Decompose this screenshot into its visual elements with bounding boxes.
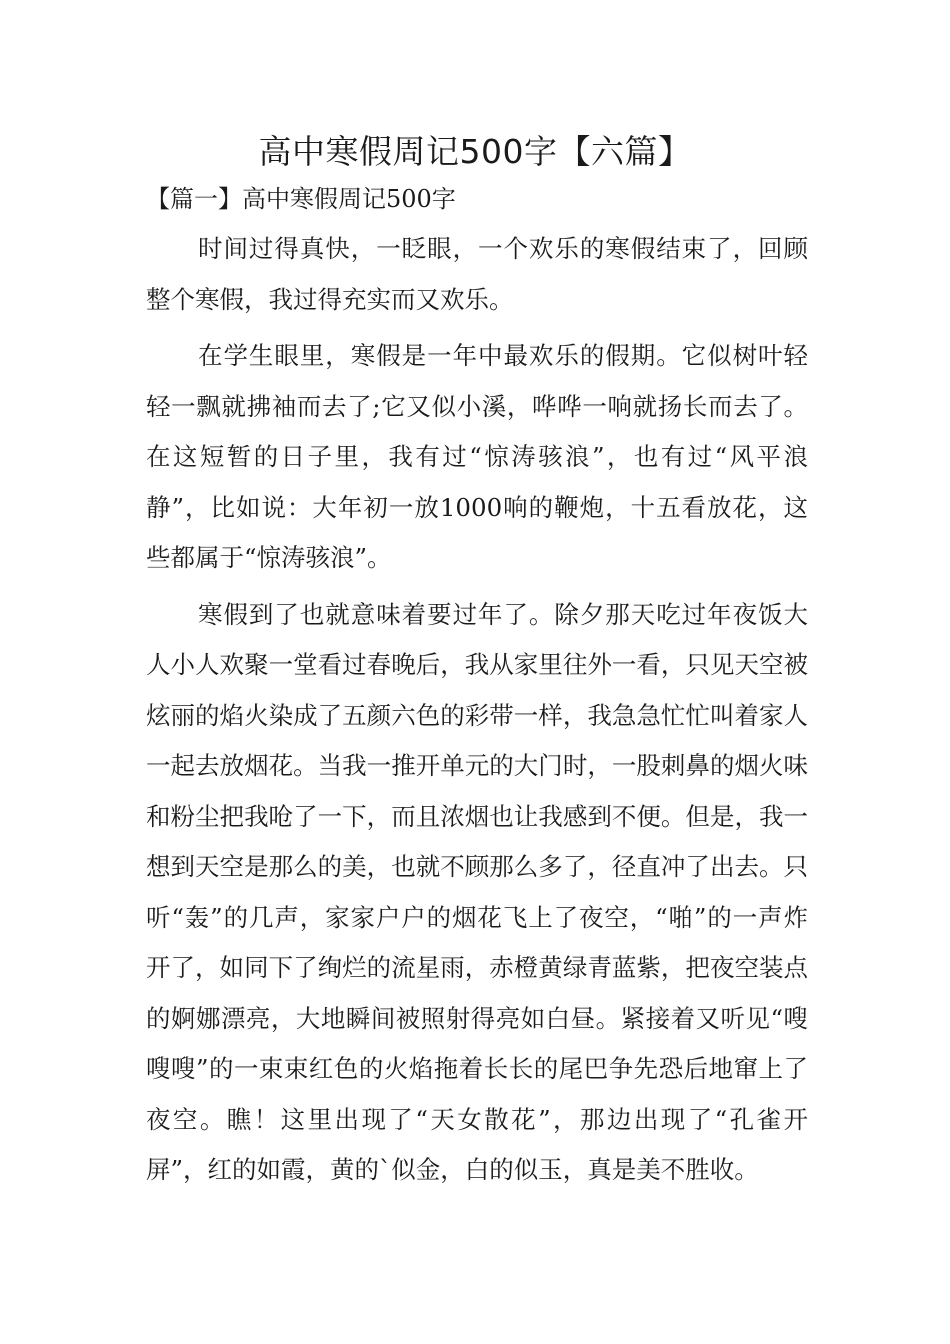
paragraph-1: 时间过得真快，一眨眼，一个欢乐的寒假结束了，回顾整个寒假，我过得充实而又欢乐。 bbox=[146, 234, 808, 314]
paragraph-2: 在学生眼里，寒假是一年中最欢乐的假期。它似树叶轻轻一飘就拂袖而去了;它又似小溪，哗哗一响就扬长而去了。在这短暂的日子里，我有过“惊涛骇浪”，也有过“风平浪静”，比如说：大年初一放1000响的鞭炮，十五看放花，这些都属于“惊涛骇浪”。 bbox=[146, 341, 808, 572]
body-text bbox=[146, 224, 808, 1202]
section-heading: 【篇一】高中寒假周记500字 bbox=[146, 185, 456, 213]
document-title: 高中寒假周记500字【六篇】 bbox=[258, 132, 692, 171]
paragraph-3: 寒假到了也就意味着要过年了。除夕那天吃过年夜饭大人小人欢聚一堂看过春晚后，我从家里往外一看，只见天空被炫丽的焰火染成了五颜六色的彩带一样，我急急忙忙叫着家人一起去放烟花。当我一推开单元的大门时，一股刺鼻的烟火味和粉尘把我呛了一下，而且浓烟也让我感到不便。但是，我一想到天空是那么的美，也就不顾那么多了，径直冲了出去。只听“轰”的几声，家家户户的烟花飞上了夜空，“啪”的一声炸开了，如同下了绚烂的流星雨，赤橙黄绿青蓝紫，把夜空装点的婀娜漂亮，大地瞬间被照射得亮如白昼。紧接着又听见“嗖嗖嗖”的一束束红色的火焰拖着长长的尾巴争先恐后地窜上了夜空。瞧！这里出现了“天女散花”，那边出现了“孔雀开屏”，红的如霞，黄的`似金，白的似玉，真是美不胜收。 bbox=[146, 599, 808, 1184]
